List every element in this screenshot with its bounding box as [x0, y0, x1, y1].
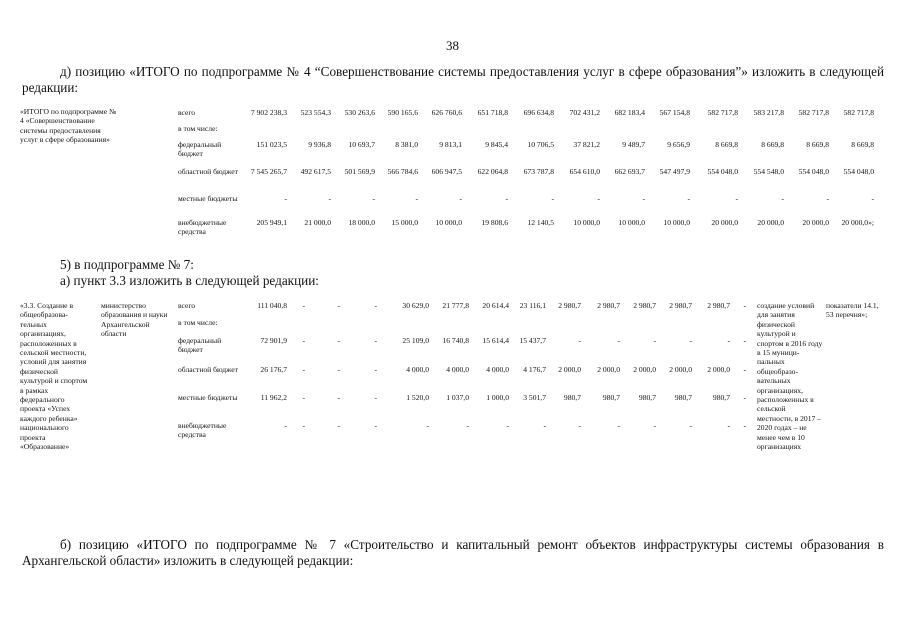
table2-cell: - — [743, 421, 746, 430]
table2-cell: 980,7 — [563, 393, 581, 402]
table1-cell: 205 949,1 — [256, 218, 287, 227]
table1-cell: 10 693,7 — [348, 140, 375, 149]
table2-cell: - — [337, 301, 340, 310]
table2-cell: - — [284, 421, 287, 430]
table2-cell: 2 000,0 — [597, 365, 620, 374]
paragraph-d: д) позицию «ИТОГО по подпрограмме № 4 “Совершенствование системы предоставления услуг в сфере образования”» изложить в следующей редакции: — [22, 64, 884, 95]
table2-cell: - — [578, 336, 581, 345]
table2-cell: 3 501,7 — [523, 393, 546, 402]
table2-cell: - — [689, 336, 692, 345]
table1-cell: 9 936,8 — [308, 140, 331, 149]
table1-cell: 9 845,4 — [485, 140, 508, 149]
table1-cell: 10 000,0 — [618, 218, 645, 227]
table1-cell: 12 140,5 — [527, 218, 554, 227]
table1-cell: 20 000,0 — [757, 218, 784, 227]
table1-cell: - — [459, 194, 462, 203]
table1-cell: 582 717,8 — [707, 108, 738, 117]
table2-cell: - — [727, 421, 730, 430]
table1-cell: - — [551, 194, 554, 203]
table2-cell: 1 520,0 — [406, 393, 429, 402]
table1-cell: 15 000,0 — [391, 218, 418, 227]
table1-row-label: местные бюджеты — [178, 194, 238, 203]
table1-cell: 583 217,8 — [753, 108, 784, 117]
table1-cell: 682 183,4 — [614, 108, 645, 117]
table2-cell: 21 777,8 — [442, 301, 469, 310]
table1-cell: 8 669,8 — [806, 140, 829, 149]
table2-cell: 20 614,4 — [482, 301, 509, 310]
table2-cell: - — [466, 421, 469, 430]
table2-cell: 15 437,7 — [519, 336, 546, 345]
table2-cell: - — [743, 365, 746, 374]
table2-cell: - — [374, 365, 377, 374]
table1-cell: 582 717,8 — [843, 108, 874, 117]
table1-cell: 10 000,0 — [663, 218, 690, 227]
table1-cell: 567 154,8 — [659, 108, 690, 117]
table1-cell: 8 381,0 — [395, 140, 418, 149]
table2-cell: 23 116,1 — [519, 301, 546, 310]
table1-cell: 8 669,8 — [851, 140, 874, 149]
table2-cell: 26 176,7 — [260, 365, 287, 374]
table2-indicator: показатели 14.1, 53 перечня»; — [826, 301, 879, 320]
table1-cell: 10 000,0 — [435, 218, 462, 227]
item-5-heading: 5) в подпрограмме № 7: — [60, 257, 194, 272]
table1-cell: 9 489,7 — [622, 140, 645, 149]
table1-cell: - — [415, 194, 418, 203]
table1-cell: 554 048,0 — [843, 167, 874, 176]
table2-cell: 72 901,9 — [260, 336, 287, 345]
table1-row-label: областной бюджет — [178, 167, 238, 176]
table2-cell: - — [426, 421, 429, 430]
table2-cell: - — [374, 421, 377, 430]
table2-cell: - — [374, 393, 377, 402]
table1-cell: 626 760,6 — [431, 108, 462, 117]
table2-cell: - — [374, 336, 377, 345]
table1-cell: 9 656,9 — [667, 140, 690, 149]
table1-cell: 18 000,0 — [348, 218, 375, 227]
table2-cell: - — [337, 365, 340, 374]
paragraph-b: б) позицию «ИТОГО по подпрограмме № 7 «Строительство и капитальный ремонт объектов инфраструктуры системы образования в Архангельской области» изложить в следующей редакции: — [22, 537, 884, 568]
table1-cell: 582 717,8 — [798, 108, 829, 117]
table1-cell: - — [328, 194, 331, 203]
table1-cell: 20 000,0 — [802, 218, 829, 227]
table1-cell: 566 784,6 — [387, 167, 418, 176]
table2-cell: 4 000,0 — [486, 365, 509, 374]
table1-cell: 501 569,9 — [344, 167, 375, 176]
table1-cell: 590 165,6 — [387, 108, 418, 117]
table2-cell: 25 109,0 — [402, 336, 429, 345]
table2-cell: 2 000,0 — [669, 365, 692, 374]
table1-cell: - — [642, 194, 645, 203]
table2-cell: 1 037,0 — [446, 393, 469, 402]
table1-cell: 20 000,0»; — [841, 218, 874, 227]
table2-cell: 4 000,0 — [406, 365, 429, 374]
table2-cell: 4 176,7 — [523, 365, 546, 374]
table1-cell: 7 902 238,3 — [250, 108, 287, 117]
page-number: 38 — [446, 38, 459, 53]
table2-cell: - — [337, 393, 340, 402]
table2-row-label: федеральный бюджет — [178, 336, 222, 355]
table1-cell: 554 548,0 — [753, 167, 784, 176]
table1-cell: 622 064,8 — [477, 167, 508, 176]
table1-cell: 654 610,0 — [569, 167, 600, 176]
table1-cell: 523 554,3 — [300, 108, 331, 117]
table2-cell: - — [543, 421, 546, 430]
table1-cell: 8 669,8 — [715, 140, 738, 149]
table2-cell: 2 000,0 — [707, 365, 730, 374]
table1-cell: 530 263,6 — [344, 108, 375, 117]
table1-row-label: всего — [178, 108, 196, 117]
table1-row-label: в том числе: — [178, 124, 218, 133]
table1-cell: 10 706,5 — [527, 140, 554, 149]
table2-cell: - — [302, 421, 305, 430]
table2-cell: - — [302, 301, 305, 310]
table2-cell: - — [302, 393, 305, 402]
table2-cell: 4 000,0 — [446, 365, 469, 374]
table2-row-label: всего — [178, 301, 196, 310]
table1-cell: - — [781, 194, 784, 203]
table1-cell: 37 821,2 — [573, 140, 600, 149]
table2-cell: 15 614,4 — [482, 336, 509, 345]
table2-row-label: внебюджетные средства — [178, 421, 227, 440]
table2-cell: 30 629,0 — [402, 301, 429, 310]
item-5a-heading: а) пункт 3.3 изложить в следующей редакции: — [60, 273, 319, 288]
table2-cell: - — [302, 365, 305, 374]
table2-cell: - — [337, 421, 340, 430]
table2-cell: 2 980,7 — [558, 301, 581, 310]
table1-cell: - — [284, 194, 287, 203]
table1-cell: 662 693,7 — [614, 167, 645, 176]
table2-cell: 111 040,8 — [257, 301, 287, 310]
table2-cell: 11 962,2 — [260, 393, 287, 402]
table2-cell: 16 740,8 — [442, 336, 469, 345]
table2-cell: 2 980,7 — [669, 301, 692, 310]
table2-cell: - — [617, 421, 620, 430]
table1-cell: 151 023,5 — [256, 140, 287, 149]
table2-row-label: местные бюджеты — [178, 393, 238, 402]
table2-cell: - — [743, 301, 746, 310]
table1-cell: 547 497,9 — [659, 167, 690, 176]
table1-cell: 20 000,0 — [711, 218, 738, 227]
table2-cell: 2 000,0 — [633, 365, 656, 374]
table1-cell: 9 813,1 — [439, 140, 462, 149]
table1-cell: 651 718,8 — [477, 108, 508, 117]
table2-cell: - — [578, 421, 581, 430]
table1-row-label: внебюджетные средства — [178, 218, 227, 237]
table1-cell: 702 431,2 — [569, 108, 600, 117]
table2-cell: - — [653, 421, 656, 430]
table2-cell: - — [337, 336, 340, 345]
table1-cell: 21 000,0 — [304, 218, 331, 227]
table1-cell: - — [597, 194, 600, 203]
table2-cell: 2 000,0 — [558, 365, 581, 374]
table1-cell: 696 634,8 — [523, 108, 554, 117]
table1-row-label: федеральный бюджет — [178, 140, 222, 159]
table2-cell: - — [653, 336, 656, 345]
table1-cell: - — [505, 194, 508, 203]
table2-cell: - — [743, 336, 746, 345]
table2-cell: 980,7 — [674, 393, 692, 402]
table1-cell: 606 947,5 — [431, 167, 462, 176]
table2-cell: - — [743, 393, 746, 402]
table1-label: «ИТОГО по подпрограмме № 4 «Совершенствование системы предоставления услуг в сфере образования» — [20, 107, 117, 145]
table1-cell: 7 545 265,7 — [250, 167, 287, 176]
table1-cell: 673 787,8 — [523, 167, 554, 176]
table2-cell: - — [506, 421, 509, 430]
table1-cell: 554 048,0 — [798, 167, 829, 176]
table2-cell: 1 000,0 — [486, 393, 509, 402]
table2-cell: 2 980,7 — [707, 301, 730, 310]
table1-cell: - — [372, 194, 375, 203]
table2-cell: - — [302, 336, 305, 345]
table2-executor: министерство образования и науки Архангельской области — [101, 301, 168, 339]
table2-cell: - — [727, 336, 730, 345]
table1-cell: 554 048,0 — [707, 167, 738, 176]
table2-result: создание условий для занятия физической культурой и спортом в 2016 году в 15 муници-пальных общеобразо-вательных организациях, расположенных в сельской местности, в 2017 – 2020 годах – не менее чем в 10 организациях — [757, 301, 823, 452]
table1-cell: - — [687, 194, 690, 203]
table1-cell: - — [735, 194, 738, 203]
table2-label: «3.3. Создание в общеобразова-тельных организациях, расположенных в сельской местности, условий для занятия физической культурой и спортом в рамках федерального проекта «Успех каждого ребенка» национального проекта «Образование» — [20, 301, 88, 452]
table2-cell: 980,7 — [602, 393, 620, 402]
table2-cell: 980,7 — [712, 393, 730, 402]
table2-cell: - — [617, 336, 620, 345]
table2-cell: - — [689, 421, 692, 430]
table2-cell: 2 980,7 — [597, 301, 620, 310]
table1-cell: - — [871, 194, 874, 203]
table2-cell: - — [374, 301, 377, 310]
table1-cell: - — [826, 194, 829, 203]
table2-row-label: в том числе: — [178, 318, 218, 327]
table2-row-label: областной бюджет — [178, 365, 238, 374]
table2-cell: 2 980,7 — [633, 301, 656, 310]
table2-cell: 980,7 — [638, 393, 656, 402]
table1-cell: 492 617,5 — [300, 167, 331, 176]
table1-cell: 8 669,8 — [761, 140, 784, 149]
table1-cell: 10 000,0 — [573, 218, 600, 227]
table1-cell: 19 808,6 — [481, 218, 508, 227]
